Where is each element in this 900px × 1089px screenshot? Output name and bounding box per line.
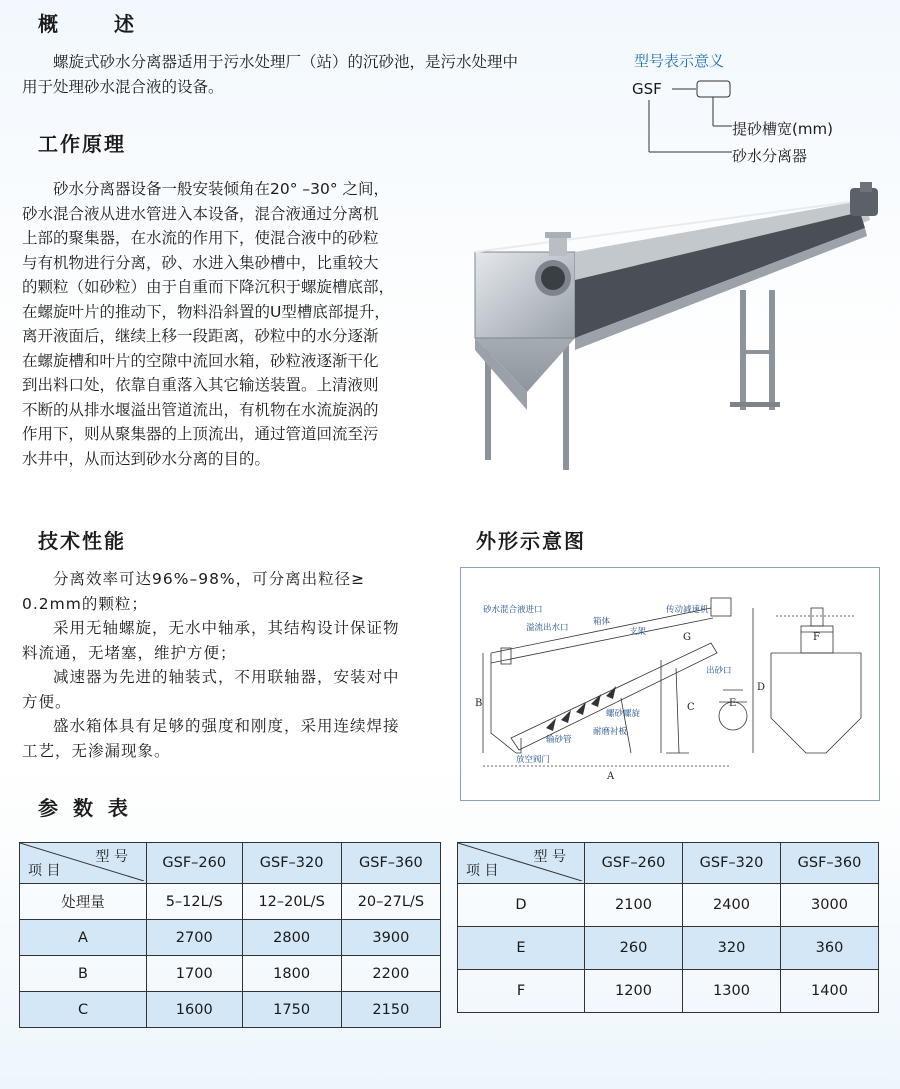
principle-title: 工作原理 xyxy=(38,132,126,156)
params-title: 参 数 表 xyxy=(38,796,132,820)
label-trough: 箱体 xyxy=(593,617,611,627)
corner-item-label: 项 目 xyxy=(28,863,61,879)
label-outlet: 出砂口 xyxy=(706,666,732,676)
row-label: 处理量 xyxy=(20,884,147,920)
table-cell: 260 xyxy=(585,927,683,970)
principle-line: 到出料口处，依靠自重落入其它输送装置。上清液则 xyxy=(22,376,379,394)
principle-line: 离开液面后，继续上移一段距离，砂粒中的水分逐渐 xyxy=(22,327,379,345)
principle-line: 作用下，则从聚集器的上顶流出，通过管道回流至污 xyxy=(22,425,379,443)
table-cell: 1300 xyxy=(683,970,781,1013)
principle-line: 不断的从排水堰溢出管道流出，有机物在水流旋涡的 xyxy=(22,400,379,419)
row-label: C xyxy=(20,992,147,1028)
table-cell: 1700 xyxy=(147,956,243,992)
row-label: A xyxy=(20,920,147,956)
principle-line: 与有机物进行分离，砂、水进入集砂槽中，比重较大 xyxy=(22,253,379,272)
table-cell: 2400 xyxy=(683,884,781,927)
table-cell: 3900 xyxy=(341,920,440,956)
table-cell: 2800 xyxy=(242,920,341,956)
corner-model-label: 型 号 xyxy=(95,849,128,865)
corner-item-label: 项 目 xyxy=(466,863,499,879)
schematic-title: 外形示意图 xyxy=(476,529,586,553)
performance-line: 减速器为先进的轴装式，不用联轴器，安装对中 xyxy=(53,668,400,686)
label-overflow: 溢流出水口 xyxy=(526,623,569,633)
performance-title: 技术性能 xyxy=(38,529,126,553)
model-header: GSF–320 xyxy=(683,843,781,884)
principle-line: 砂水混合液从进水管进入本设备，混合液通过分离机 xyxy=(22,204,379,223)
table-cell: 12–20L/S xyxy=(242,884,341,920)
dim-E: E xyxy=(729,698,737,709)
corner-model-label: 型 号 xyxy=(533,849,566,865)
model-legend-item2: 砂水分离器 xyxy=(732,147,808,165)
model-header: GSF–360 xyxy=(781,843,879,884)
dim-B: B xyxy=(475,698,483,709)
principle-line: 在螺旋槽和叶片的空隙中流回水箱，砂粒液逐渐干化 xyxy=(22,351,379,370)
params-table-right xyxy=(457,842,879,1013)
performance-line: 料流通，无堵塞，维护方便； xyxy=(22,643,237,662)
principle-text xyxy=(22,177,462,471)
model-header: GSF–320 xyxy=(242,843,341,884)
label-valve: 放空阀门 xyxy=(516,755,551,765)
table-cell: 2700 xyxy=(147,920,243,956)
schematic-drawing xyxy=(461,568,879,800)
overview-line-1: 螺旋式砂水分离器适用于污水处理厂（站）的沉砂池，是污水处理中 xyxy=(53,53,519,71)
table-cell: 1400 xyxy=(781,970,879,1013)
label-inlet: 砂水混合液进口 xyxy=(483,605,543,615)
label-drive: 传动减速机 xyxy=(666,605,709,615)
table-cell: 360 xyxy=(781,927,879,970)
table-cell: 3000 xyxy=(781,884,879,927)
row-label: B xyxy=(20,956,147,992)
dim-A: A xyxy=(607,771,615,782)
table-cell: 1800 xyxy=(242,956,341,992)
params-table-left xyxy=(19,842,441,1028)
table-corner xyxy=(458,843,585,884)
dim-F: F xyxy=(813,632,820,643)
row-label: E xyxy=(458,927,585,970)
model-header: GSF–260 xyxy=(147,843,243,884)
table-cell: 2100 xyxy=(585,884,683,927)
model-legend-item1: 提砂槽宽(mm) xyxy=(732,120,833,138)
principle-line: 砂水分离器设备一般安装倾角在20° –30° 之间， xyxy=(53,180,390,198)
table-cell: 320 xyxy=(683,927,781,970)
performance-line: 盛水箱体具有足够的强度和刚度，采用连续焊接 xyxy=(53,717,400,735)
label-liner: 耐磨衬板 xyxy=(593,727,628,737)
performance-line: 分离效率可达96%–98%，可分离出粒径≥ xyxy=(53,570,366,588)
table-cell: 5–12L/S xyxy=(147,884,243,920)
principle-line: 上部的聚集器，在水流的作用下，使混合液中的砂粒 xyxy=(22,229,379,247)
performance-line: 0.2mm的颗粒； xyxy=(22,594,148,613)
table-cell: 1600 xyxy=(147,992,243,1028)
performance-text xyxy=(22,567,462,763)
table-cell: 1200 xyxy=(585,970,683,1013)
performance-line: 方便。 xyxy=(22,692,72,711)
principle-line: 水井中，从而达到砂水分离的目的。 xyxy=(22,449,271,468)
table-cell: 2150 xyxy=(341,992,440,1028)
table-corner xyxy=(20,843,147,884)
dim-D: D xyxy=(757,682,766,693)
label-pipe: 输砂管 xyxy=(546,735,572,745)
principle-line: 的颗粒（如砂粒）由于自重而下降沉积于螺旋槽底部， xyxy=(22,278,395,296)
table-cell: 20–27L/S xyxy=(341,884,440,920)
dim-C: C xyxy=(687,702,695,713)
schematic-box xyxy=(460,567,880,801)
principle-line: 在螺旋叶片的推动下，物料沿斜置的U型槽底部提升， xyxy=(22,302,390,321)
overview-title: 概 述 xyxy=(38,12,152,36)
overview-line-2: 用于处理砂水混合液的设备。 xyxy=(22,77,224,96)
dim-G: G xyxy=(683,632,691,643)
row-label: F xyxy=(458,970,585,1013)
overview-text xyxy=(22,50,622,99)
model-legend-title: 型号表示意义 xyxy=(634,52,725,70)
row-label: D xyxy=(458,884,585,927)
model-header: GSF–360 xyxy=(341,843,440,884)
model-header: GSF–260 xyxy=(585,843,683,884)
table-cell: 2200 xyxy=(341,956,440,992)
table-cell: 1750 xyxy=(242,992,341,1028)
label-support: 支架 xyxy=(629,627,647,637)
model-legend-code: GSF xyxy=(632,80,662,98)
performance-line: 工艺，无渗漏现象。 xyxy=(22,741,171,760)
product-photo xyxy=(465,180,895,480)
label-spiral: 螺砂螺旋 xyxy=(606,709,641,719)
performance-line: 采用无轴螺旋，无水中轴承，其结构设计保证物 xyxy=(53,619,400,637)
